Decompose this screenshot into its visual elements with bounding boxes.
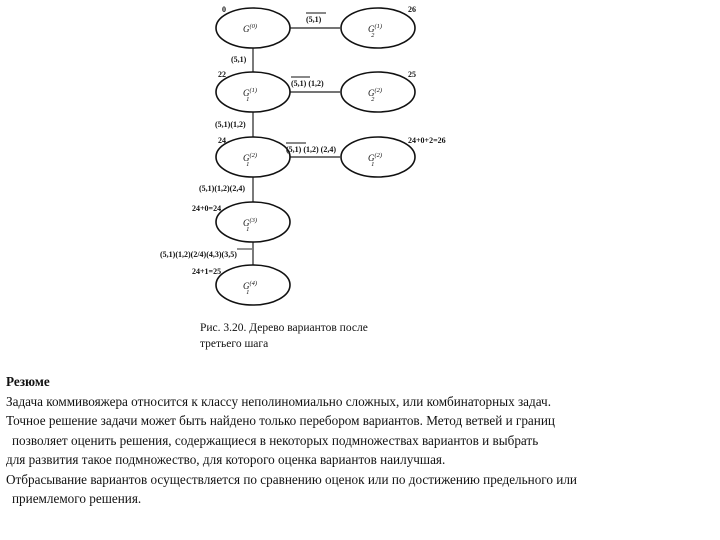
edge-label-root-right: (5,1) bbox=[306, 15, 322, 24]
node-right-3-symbol: $G^{(2)}$ 1 bbox=[368, 152, 383, 168]
node-left-4-symbol: $G^{(3)}$ 1 bbox=[243, 217, 258, 233]
summary-line-4: для развития такое подмножество, для которого оценка вариантов наилучшая. bbox=[6, 452, 446, 467]
score-left-4: 24+0=24 bbox=[192, 204, 222, 213]
edge-label-level3-down: (5,1)(1,2)(2,4) bbox=[199, 184, 245, 193]
node-root-symbol: $G^{(0)}$ bbox=[243, 23, 258, 34]
caption-line-1: Рис. 3.20. Дерево вариантов после bbox=[200, 322, 368, 334]
summary-section bbox=[6, 372, 718, 509]
edge-label-level4-down: (5,1)(1,2)(2/4)(4,3)(3,5) bbox=[160, 250, 237, 259]
edge-label-root-down: (5,1) bbox=[231, 55, 247, 64]
node-left-3-symbol: $G^{(2)}$ 1 bbox=[243, 152, 258, 168]
node-left-5-symbol: $G^{(4)}$ 1 bbox=[243, 280, 258, 296]
summary-line-2: Точное решение задачи может быть найдено только перебором вариантов. Метод ветвей и границ bbox=[6, 413, 555, 428]
node-right-1-symbol: $G^{(1)}$ 2 bbox=[368, 23, 383, 39]
edge-label-level2-down: (5,1)(1,2) bbox=[215, 120, 246, 129]
summary-line-3: позволяет оценить решения, содержащиеся в некоторых подмножествах вариантов и выбрать bbox=[12, 432, 539, 448]
summary-line-1: Задача коммивояжера относится к классу неполиномиально сложных, или комбинаторных задач. bbox=[6, 393, 551, 409]
summary-line-6: приемлемого решения. bbox=[12, 491, 142, 506]
figure-caption bbox=[200, 320, 430, 352]
score-left-2: 22 bbox=[218, 70, 226, 79]
edge-label-level2-right: (5,1) (1,2) bbox=[291, 79, 324, 88]
node-left-2-symbol: $G^{(1)}$ 1 bbox=[243, 87, 258, 103]
score-right-2: 25 bbox=[408, 70, 416, 79]
edge-label-level3-right: (5,1) (1,2) (2,4) bbox=[286, 145, 336, 154]
score-left-5: 24+1=25 bbox=[192, 267, 222, 276]
score-right-1: 26 bbox=[408, 5, 416, 14]
summary-heading: Резюме bbox=[6, 374, 50, 389]
caption-line-2: третьего шага bbox=[200, 338, 269, 350]
node-right-2-symbol: $G^{(2)}$ 2 bbox=[368, 87, 383, 103]
summary-line-5: Отбрасывание вариантов осуществляется по сравнению оценок или по достижению предельного или bbox=[6, 471, 577, 487]
score-left-3: 24 bbox=[218, 136, 226, 145]
score-root: 0 bbox=[222, 5, 226, 14]
score-right-3: 24+0+2=26 bbox=[408, 136, 446, 145]
